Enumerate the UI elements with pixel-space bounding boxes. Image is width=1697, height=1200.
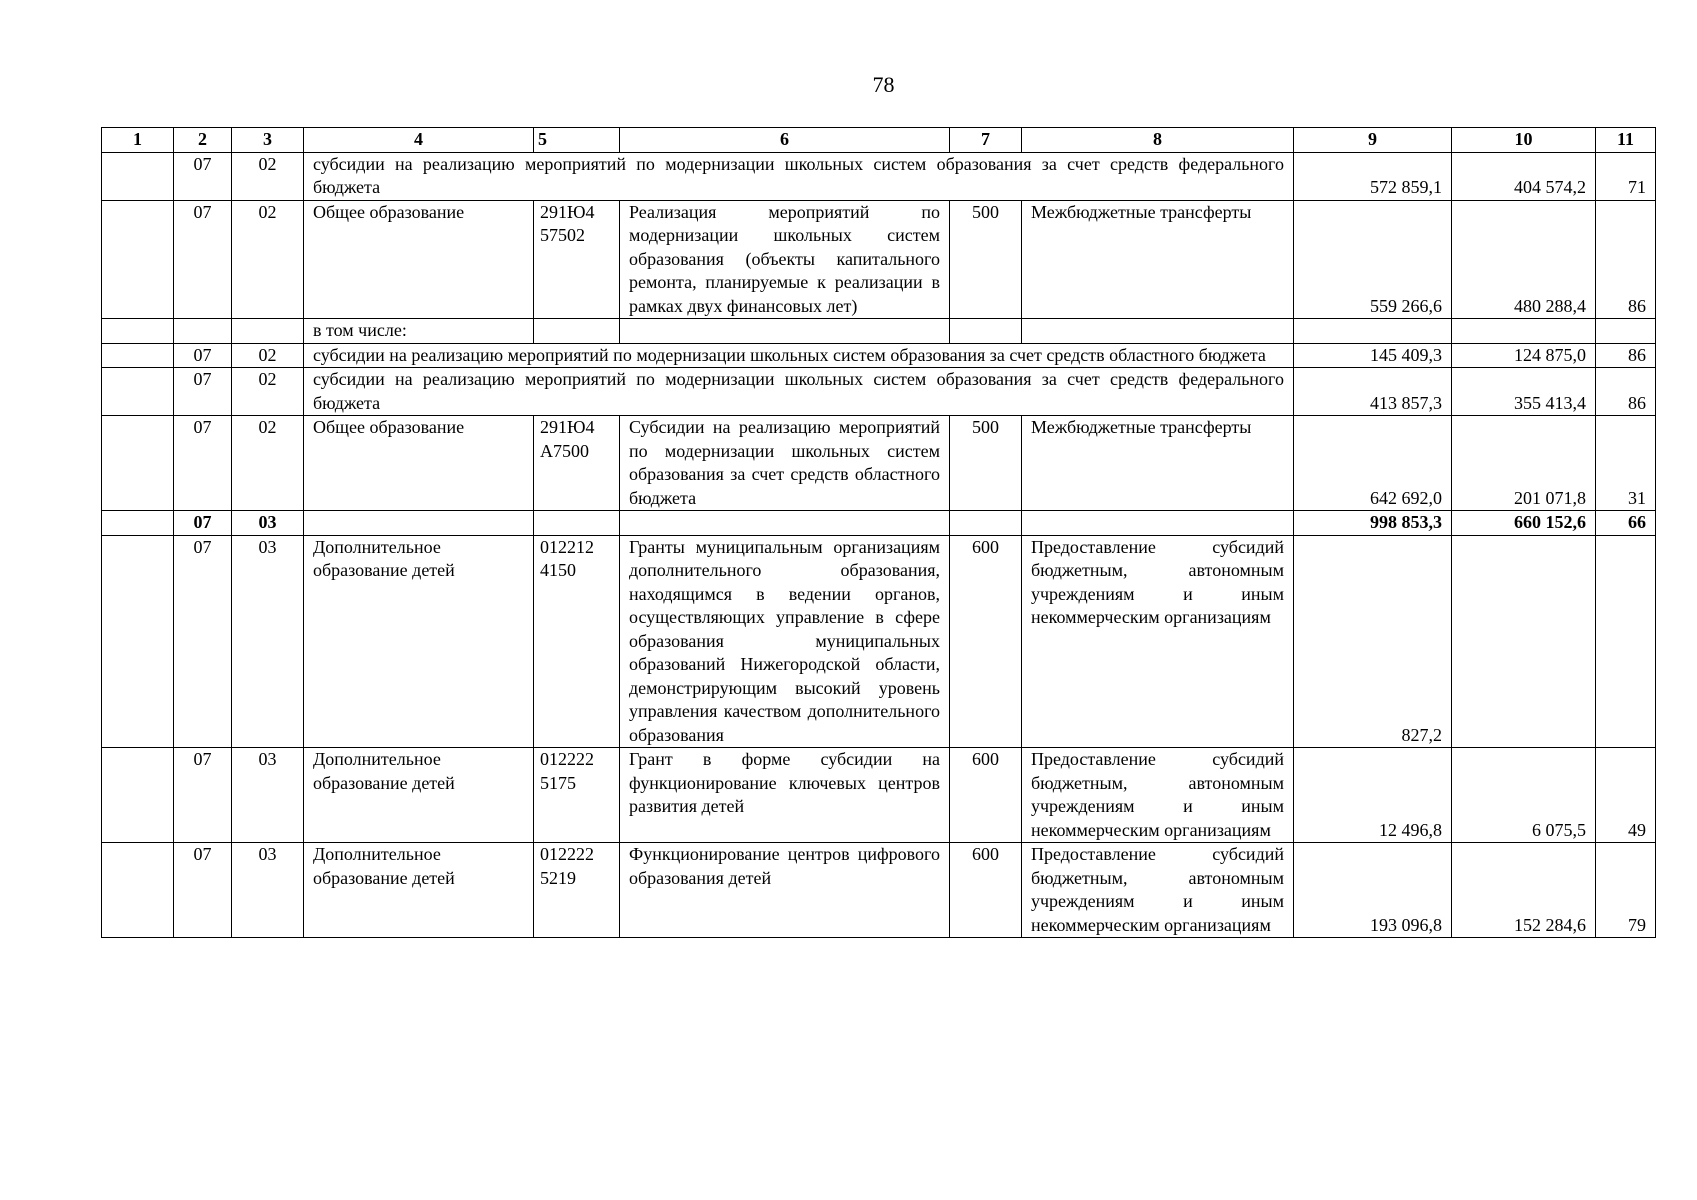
table-row	[102, 511, 1656, 536]
header-cell: 2	[174, 128, 232, 153]
percent-cell: 31	[1596, 416, 1656, 511]
amount-cell-10: 480 288,4	[1452, 200, 1596, 319]
target-code-cell: 291Ю4 57502	[534, 200, 620, 319]
cell-col2	[174, 319, 232, 344]
header-cell: 7	[950, 128, 1022, 153]
cell-col8	[1022, 319, 1294, 344]
section-code-cell: 07	[174, 535, 232, 748]
amount-cell-10: 201 071,8	[1452, 416, 1596, 511]
table-row	[102, 843, 1656, 938]
cell-col1	[102, 343, 174, 368]
expense-type-cell: 600	[950, 535, 1022, 748]
percent-cell	[1596, 535, 1656, 748]
percent-cell: 86	[1596, 200, 1656, 319]
cell-col3	[232, 319, 304, 344]
subsection-code-cell: 02	[232, 416, 304, 511]
description-cell: Функционирование центров цифрового образования детей	[620, 843, 950, 938]
cell-col10	[1452, 319, 1596, 344]
cell-col6	[620, 319, 950, 344]
header-cell: 10	[1452, 128, 1596, 153]
cell-col5	[534, 511, 620, 536]
section-code-cell: 07	[174, 343, 232, 368]
expense-type-cell: 500	[950, 200, 1022, 319]
amount-cell-9: 193 096,8	[1294, 843, 1452, 938]
amount-cell-9: 12 496,8	[1294, 748, 1452, 843]
subsection-code-cell: 02	[232, 343, 304, 368]
cell-col1	[102, 843, 174, 938]
cell-col1	[102, 748, 174, 843]
name-cell: Общее образование	[304, 416, 534, 511]
cell-col4	[304, 511, 534, 536]
cell-col9	[1294, 319, 1452, 344]
table-body	[102, 128, 1656, 938]
amount-cell-9: 572 859,1	[1294, 152, 1452, 200]
percent-cell: 79	[1596, 843, 1656, 938]
cell-col1	[102, 200, 174, 319]
table-row	[102, 319, 1656, 344]
percent-cell: 86	[1596, 368, 1656, 416]
section-code-cell: 07	[174, 748, 232, 843]
expense-name-cell: Предоставление субсидий бюджетным, автономным учреждениям и иным некоммерческим организациям	[1022, 748, 1294, 843]
section-code-cell: 07	[174, 200, 232, 319]
cell-col7	[950, 511, 1022, 536]
header-row	[102, 128, 1656, 153]
target-code-cell: 291Ю4 А7500	[534, 416, 620, 511]
target-code-cell: 012222 5175	[534, 748, 620, 843]
page-number: 78	[872, 72, 895, 97]
expense-type-cell: 600	[950, 843, 1022, 938]
cell-col5	[534, 319, 620, 344]
cell-col11	[1596, 319, 1656, 344]
description-cell: Грант в форме субсидии на функционирование ключевых центров развития детей	[620, 748, 950, 843]
table-row	[102, 152, 1656, 200]
cell-col1	[102, 368, 174, 416]
merged-description-cell: субсидии на реализацию мероприятий по модернизации школьных систем образования за счет средств федерального бюджета	[304, 152, 1294, 200]
amount-cell-9: 642 692,0	[1294, 416, 1452, 511]
name-cell: Дополнительное образование детей	[304, 843, 534, 938]
amount-cell-10: 6 075,5	[1452, 748, 1596, 843]
merged-description-cell: субсидии на реализацию мероприятий по модернизации школьных систем образования за счет средств областного бюджета	[304, 343, 1294, 368]
subsection-code-cell: 02	[232, 368, 304, 416]
expense-name-cell: Межбюджетные трансферты	[1022, 416, 1294, 511]
subsection-code-cell: 03	[232, 748, 304, 843]
amount-cell-10: 152 284,6	[1452, 843, 1596, 938]
cell-col7	[950, 319, 1022, 344]
amount-cell-9: 145 409,3	[1294, 343, 1452, 368]
merged-description-cell: субсидии на реализацию мероприятий по модернизации школьных систем образования за счет средств федерального бюджета	[304, 368, 1294, 416]
header-cell: 6	[620, 128, 950, 153]
section-code-cell: 07	[174, 152, 232, 200]
subsection-code-cell: 02	[232, 200, 304, 319]
description-cell: Гранты муниципальным организациям дополнительного образования, находящимся в ведении органов, осуществляющих управление в сфере образования муниципальных образований Нижегородской области, демонстрирующим высокий уровень управления качеством дополнительного образования	[620, 535, 950, 748]
budget-table	[101, 127, 1656, 938]
header-cell: 11	[1596, 128, 1656, 153]
expense-name-cell: Предоставление субсидий бюджетным, автономным учреждениям и иным некоммерческим организациям	[1022, 535, 1294, 748]
amount-cell-9: 413 857,3	[1294, 368, 1452, 416]
table-row	[102, 416, 1656, 511]
percent-cell: 71	[1596, 152, 1656, 200]
table-row	[102, 368, 1656, 416]
target-code-cell: 012222 5219	[534, 843, 620, 938]
cell-col6	[620, 511, 950, 536]
amount-cell-9: 827,2	[1294, 535, 1452, 748]
header-cell: 5	[534, 128, 620, 153]
cell-col1	[102, 535, 174, 748]
subsection-code-cell: 03	[232, 535, 304, 748]
cell-col1	[102, 152, 174, 200]
name-cell: Общее образование	[304, 200, 534, 319]
header-cell: 4	[304, 128, 534, 153]
amount-cell-9: 559 266,6	[1294, 200, 1452, 319]
header-cell: 9	[1294, 128, 1452, 153]
cell-col1	[102, 319, 174, 344]
expense-name-cell: Межбюджетные трансферты	[1022, 200, 1294, 319]
amount-cell-10: 660 152,6	[1452, 511, 1596, 536]
expense-name-cell: Предоставление субсидий бюджетным, автономным учреждениям и иным некоммерческим организациям	[1022, 843, 1294, 938]
amount-cell-10: 124 875,0	[1452, 343, 1596, 368]
name-cell: Дополнительное образование детей	[304, 535, 534, 748]
section-code-cell: 07	[174, 511, 232, 536]
subsection-code-cell: 03	[232, 843, 304, 938]
amount-cell-10: 355 413,4	[1452, 368, 1596, 416]
section-code-cell: 07	[174, 368, 232, 416]
table-row	[102, 535, 1656, 748]
name-cell: Дополнительное образование детей	[304, 748, 534, 843]
percent-cell: 49	[1596, 748, 1656, 843]
header-cell: 1	[102, 128, 174, 153]
expense-type-cell: 600	[950, 748, 1022, 843]
description-cell: Реализация мероприятий по модернизации школьных систем образования (объекты капитального ремонта, планируемые к реализации в рамках двух финансовых лет)	[620, 200, 950, 319]
percent-cell: 66	[1596, 511, 1656, 536]
subsection-code-cell: 03	[232, 511, 304, 536]
section-code-cell: 07	[174, 416, 232, 511]
amount-cell-10	[1452, 535, 1596, 748]
cell-col1	[102, 511, 174, 536]
expense-type-cell: 500	[950, 416, 1022, 511]
section-code-cell: 07	[174, 843, 232, 938]
table-row	[102, 748, 1656, 843]
cell-col8	[1022, 511, 1294, 536]
percent-cell: 86	[1596, 343, 1656, 368]
subsection-code-cell: 02	[232, 152, 304, 200]
note-cell: в том числе:	[304, 319, 534, 344]
target-code-cell: 012212 4150	[534, 535, 620, 748]
cell-col1	[102, 416, 174, 511]
amount-cell-10: 404 574,2	[1452, 152, 1596, 200]
header-cell: 8	[1022, 128, 1294, 153]
amount-cell-9: 998 853,3	[1294, 511, 1452, 536]
header-cell: 3	[232, 128, 304, 153]
table-row	[102, 200, 1656, 319]
table-row	[102, 343, 1656, 368]
description-cell: Субсидии на реализацию мероприятий по модернизации школьных систем образования за счет средств областного бюджета	[620, 416, 950, 511]
